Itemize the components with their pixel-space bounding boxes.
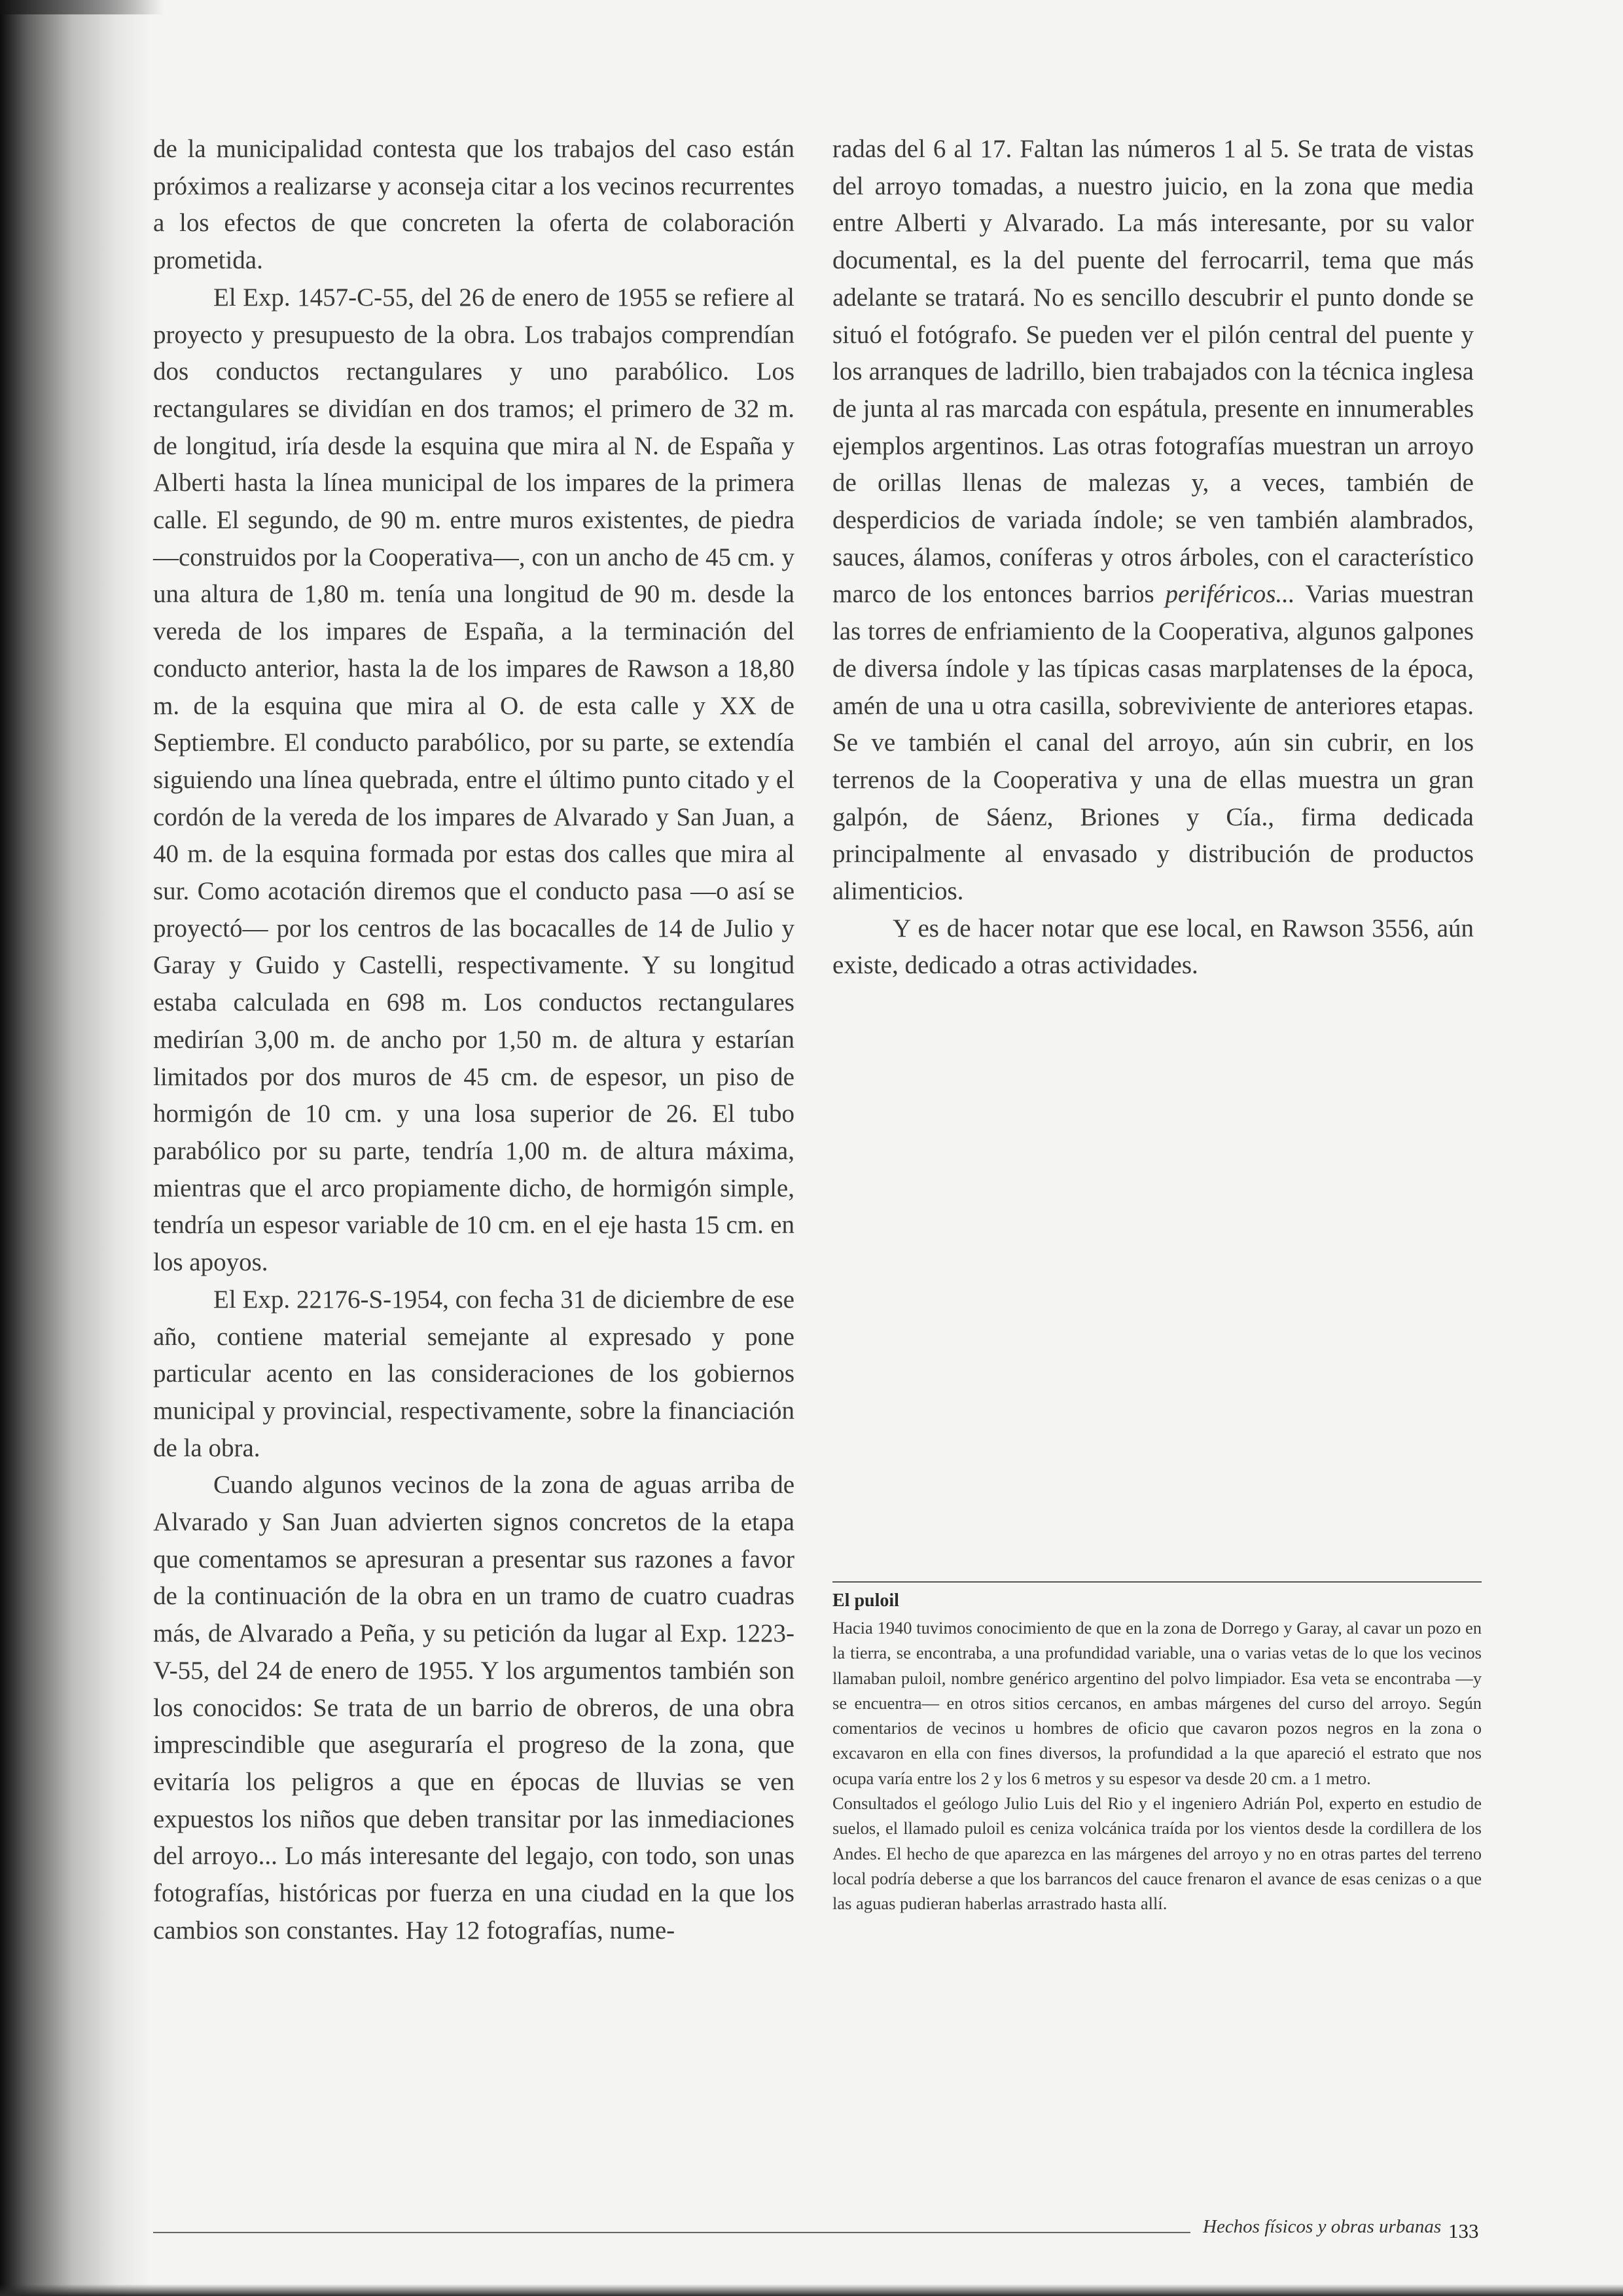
right-paragraph-1-text-b: Varias muestran las torres de enfriamiento de la Cooperativa, algunos galpones de diversa índole y las típicas casas marplatenses de la época, amén de una u otra casilla, sobreviviente de anteriores etapas. Se ve también el canal del arroyo, aún sin cubrir, en los terrenos de la Cooperativa y una de ellas muestra un gran galpón, de Sáenz, Briones y Cía., firma dedicada principalmente al envasado y distribución de productos alimenticios. [832,580,1474,906]
page-number: 133 [1448,2219,1479,2242]
sidebar-note-paragraph-2: Consultados el geólogo Julio Luis del Rio y el ingeniero Adrián Pol, experto en estudio de suelos, el llamado puloil es ceniza volcánica traída por los vientos desde la cordillera de los Andes. El hecho de que aparezca en las márgenes del arroyo y no en otras partes del terreno local podría deberse a que los barrancos del cauce frenaron el avance de esas cenizas o a que las aguas pudieran haberlas arrastrado hasta allí. [832,1793,1482,1914]
sidebar-note-title: El puloil [832,1590,899,1611]
right-paragraph-1-italic: periféricos... [1165,580,1295,609]
left-paragraph-4: Cuando algunos vecinos de la zona de aguas arriba de Alvarado y San Juan advierten signos concretos de la etapa que comentamos se apresuran a presentar sus razones a favor de la continuación de la obra en un tramo de cuatro cuadras más, de Alvarado a Peña, y su petición da lugar al Exp. 1223-V-55, del 24 de enero de 1955. Y los argumentos también son los conocidos: Se trata de un barrio de obreros, de una obra imprescindible que aseguraría el progreso de la zona, que evitaría los peligros a que en épocas de lluvias se ven expuestos los niños que deben transitar por las inmediaciones del arroyo... Lo más interesante del legajo, con todo, son unas fotografías, históricas por fuerza en una ciudad en la que los cambios son constantes. Hay 12 fotografías, nume- [153,1471,794,1945]
left-paragraph-2: El Exp. 1457-C-55, del 26 de enero de 1955 se refiere al proyecto y presupuesto de la obra. Los trabajos comprendían dos conductos rectangulares y uno parabólico. Los rectangulares se dividían en dos tramos; el primero de 32 m. de longitud, iría desde la esquina que mira al N. de España y Alberti hasta la línea municipal de los impares de la primera calle. El segundo, de 90 m. entre muros existentes, de piedra —construidos por la Cooperativa—, con un ancho de 45 cm. y una altura de 1,80 m. tenía una longitud de 90 m. desde la vereda de los impares de España, a la terminación del conducto anterior, hasta la de los impares de Rawson a 18,80 m. de la esquina que mira al O. de esta calle y XX de Septiembre. El conducto parabólico, por su parte, se extendía siguiendo una línea quebrada, entre el último punto citado y el cordón de la vereda de los impares de Alvarado y San Juan, a 40 m. de la esquina formada por estas dos calles que mira al sur. Como acotación diremos que el conducto pasa —o así se proyectó— por los centros de las bocacalles de 14 de Julio y Garay y Guido y Castelli, respectivamente. Y su longitud estaba calculada en 698 m. Los conductos rectangulares medirían 3,00 m. de ancho por 1,50 m. de altura y estarían limitados por dos muros de 45 cm. de espesor, un piso de hormigón de 10 cm. y una losa superior de 26. El tubo parabólico por su parte, tendría 1,00 m. de altura máxima, mientras que el arco propiamente dicho, de hormigón simple, tendría un espesor variable de 10 cm. en el eje hasta 15 cm. en los apoyos. [153,283,794,1277]
right-paragraph-2: Y es de hacer notar que ese local, en Rawson 3556, aún existe, dedicado a otras actividades. [832,914,1474,980]
right-paragraph-1-text-a: radas del 6 al 17. Faltan las números 1 al 5. Se trata de vistas del arroyo tomadas, a nuestro juicio, en la zona que media entre Alberti y Alvarado. La más interesante, por su valor documental, es la del puente del ferrocarril, tema que más adelante se tratará. No es sencillo descubrir el punto donde se situó el fotógrafo. Se pueden ver el pilón central del puente y los arranques de ladrillo, bien trabajados con la técnica inglesa de junta al ras marcada con espátula, presente en innumerables ejemplos argentinos. Las otras fotografías muestran un arroyo de orillas llenas de malezas y, a veces, también de desperdicios de variada índole; se ven también alambrados, sauces, álamos, coníferas y otros árboles, con el característico marco de los entonces barrios [832,135,1474,609]
left-paragraph-3: El Exp. 22176-S-1954, con fecha 31 de diciembre de ese año, contiene material semejante al expresado y pone particular acento en las consideraciones de los gobiernos municipal y provincial, respectivamente, sobre la financiación de la obra. [153,1285,794,1462]
sidebar-note-paragraph-1: Hacia 1940 tuvimos conocimiento de que en la zona de Dorrego y Garay, al cavar un pozo en la tierra, se encontraba, a una profundidad variable, una o varias vetas de lo que los vecinos llamaban puloil, nombre genérico argentino del polvo limpiador. Esa veta se encontraba —y se encuentra— en otros sitios cercanos, en ambas márgenes del curso del arroyo. Según comentarios de vecinos u hombres de oficio que cavaron pozos negros en la zona o excavaron en ella con fines diversos, la profundidad a la que apareció el estrato que nos ocupa varía entre los 2 y los 6 metros y su espesor va desde 20 cm. a 1 metro. [832,1618,1482,1788]
right-paragraph-1 [832,131,1474,910]
scan-corner-shadow [0,0,164,14]
binding-shadow [0,0,151,2296]
scan-bottom-edge [0,2284,1623,2296]
running-title: Hechos físicos y obras urbanas [1203,2216,1442,2237]
left-paragraph-1: de la municipalidad contesta que los trabajos del caso están próximos a realizarse y aconseja citar a los vecinos recurrentes a los efectos de que concreten la oferta de colaboración prometida. [153,135,794,275]
right-column [832,131,1474,984]
footer-rule [153,2232,1190,2233]
left-column [153,131,794,1949]
sidebar-note-box [832,1581,1482,1916]
